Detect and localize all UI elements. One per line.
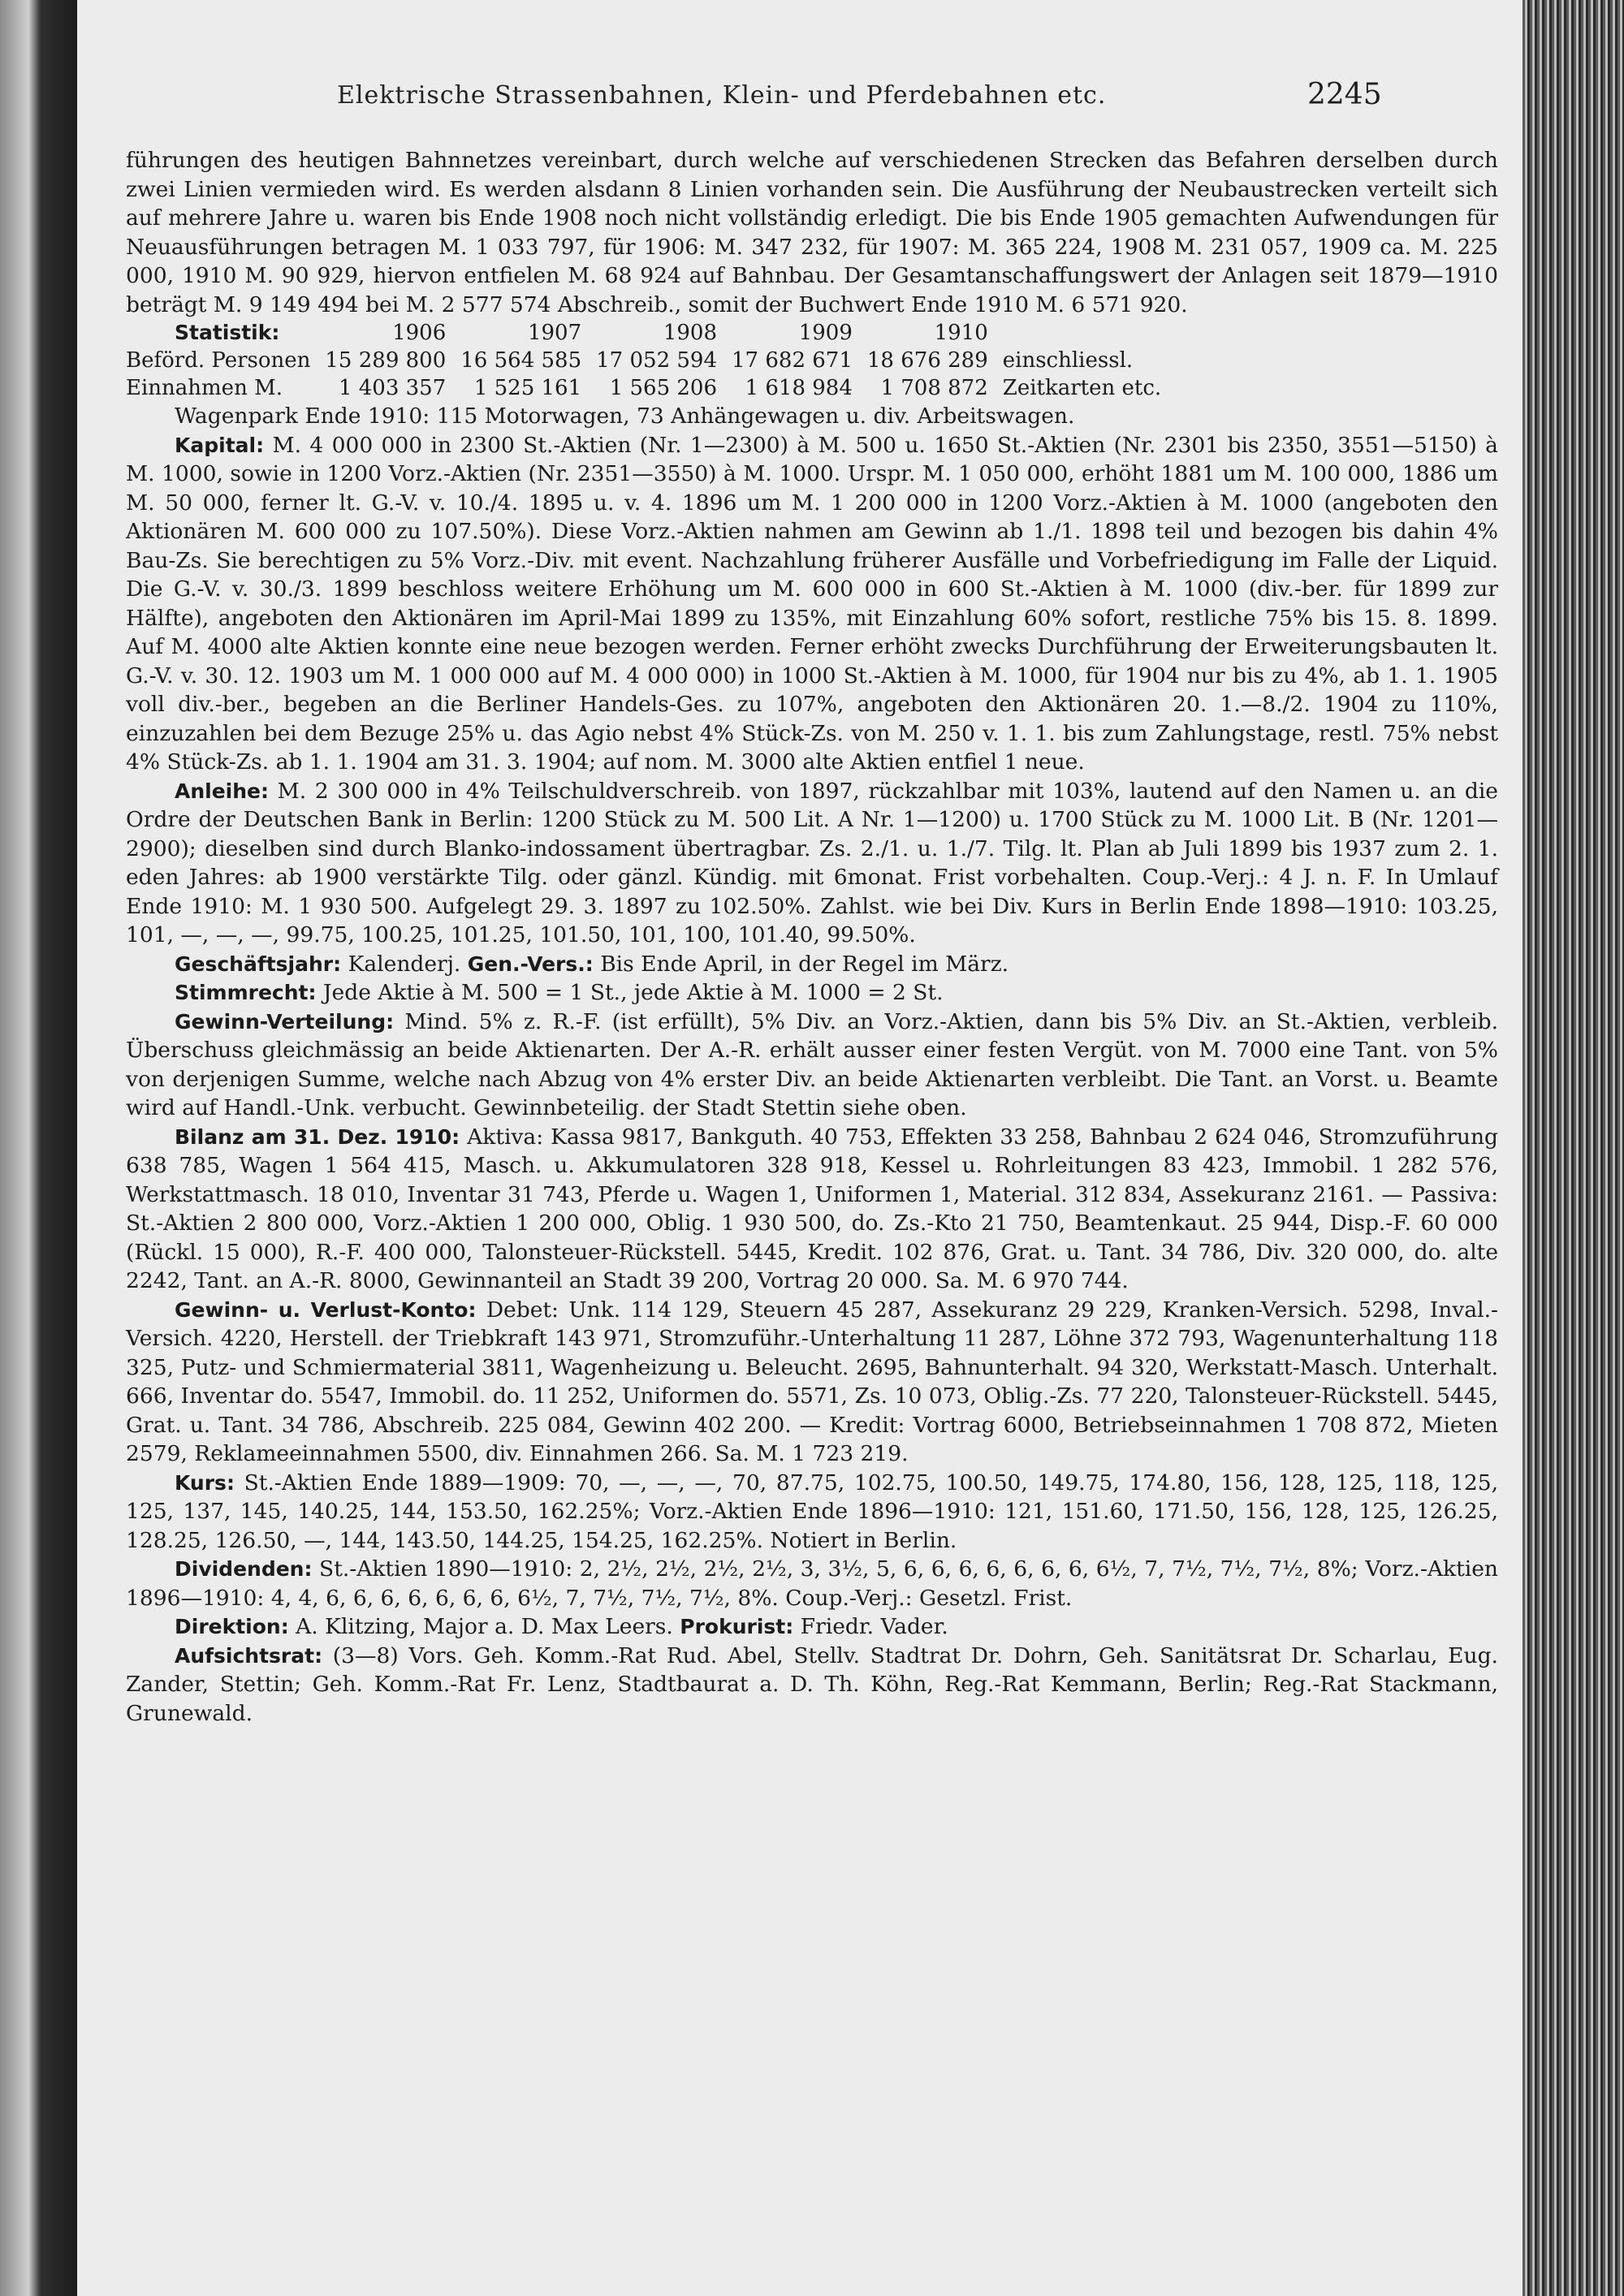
- gewinn-verlust-section: [126, 1296, 1498, 1469]
- table-cell: 1 708 872: [880, 376, 988, 400]
- section-label: Gewinn-Verteilung:: [175, 1009, 395, 1034]
- section-text: (3—8) Vors. Geh. Komm.-Rat Rud. Abel, Stellv. Stadtrat Dr. Dohrn, Geh. Sanitätsrat Dr. Scharlau, Eug. Zander, Stettin; Geh. Komm.-Rat Fr. Lenz, Stadtbaurat a. D. Th. Köhn, Reg.-Rat Kemmann, Berlin; Reg.-Rat Stackmann, Grunewald.: [126, 1642, 1498, 1726]
- section-text: Kalenderj.: [348, 951, 461, 977]
- table-cell: 16 564 585: [460, 348, 582, 373]
- section-label: Bilanz am 31. Dez. 1910:: [175, 1124, 460, 1149]
- kurs-section: [126, 1469, 1498, 1556]
- stimmrecht-section: [126, 978, 1498, 1008]
- wagenpark-line: Wagenpark Ende 1910: 115 Motorwagen, 73 Anhängewagen u. div. Arbeitswagen.: [175, 404, 1075, 429]
- row-note: Zeitkarten etc.: [1002, 376, 1162, 400]
- section-label: Dividenden:: [175, 1557, 313, 1581]
- section-text: Friedr. Vader.: [800, 1614, 948, 1639]
- intro-paragraph: führungen des heutigen Bahnnetzes vereinbart, durch welche auf verschiedenen Strecken das Befahren derselben durch zwei Linien vermieden wird. Es werden alsdann 8 Linien vorhanden sein. Die Ausführung der Neubaustrecken verteilt sich auf mehrere Jahre u. waren bis Ende 1908 noch nicht vollständig erledigt. Die bis Ende 1905 gemachten Aufwendungen für Neuausführungen betragen M. 1 033 797, für 1906: M. 347 232, für 1907: M. 365 224, 1908 M. 231 057, 1909 ca. M. 225 000, 1910 M. 90 929, hiervon entfielen M. 68 924 auf Bahnbau. Der Gesamtanschaffungswert der Anlagen seit 1879—1910 beträgt M. 9 149 494 bei M. 2 577 574 Abschreib., somit der Buchwert Ende 1910 M. 6 571 920.: [126, 148, 1498, 317]
- kapital-section: [126, 431, 1498, 777]
- section-label: Prokurist:: [680, 1615, 794, 1638]
- statistik-header-row: [126, 319, 1176, 347]
- year-cell: 1909: [798, 321, 853, 345]
- statistik-table: [126, 319, 1176, 402]
- table-cell: 15 289 800: [325, 348, 447, 373]
- section-label: Gewinn- u. Verlust-Konto:: [175, 1297, 477, 1322]
- section-label: Kurs:: [175, 1470, 235, 1495]
- year-cell: 1906: [392, 321, 447, 345]
- page-header: [77, 78, 1522, 130]
- statistik-label: Statistik:: [175, 321, 280, 344]
- section-text: Jede Aktie à M. 500 = 1 St., jede Aktie à M. 1000 = 2 St.: [322, 980, 944, 1005]
- section-label: Aufsichtsrat:: [175, 1643, 323, 1668]
- row-label: Einnahmen M.: [126, 376, 283, 400]
- table-cell: 17 052 594: [596, 348, 718, 373]
- section-text: Bis Ende April, in der Regel im März.: [600, 951, 1009, 977]
- table-row: [126, 374, 1176, 402]
- table-cell: 1 618 984: [745, 376, 853, 400]
- section-label: Anleihe:: [175, 779, 269, 803]
- dividenden-section: [126, 1555, 1498, 1612]
- anleihe-section: [126, 777, 1498, 950]
- section-text: M. 4 000 000 in 2300 St.-Aktien (Nr. 1—2300) à M. 500 u. 1650 St.-Aktien (Nr. 2301 bis 2350, 3551—5150) à M. 1000, sowie in 1200 Vorz.-Aktien (Nr. 2351—3550) à M. 1000. Urspr. M. 1 050 000, erhöht 1881 um M. 100 000, 1886 um M. 50 000, ferner lt. G.-V. v. 10./4. 1895 u. v. 4. 1896 um M. 1 200 000 in 1200 Vorz.-Aktien à M. 1000 (angeboten den Aktionären M. 600 000 zu 107.50%). Diese Vorz.-Aktien nahmen am Gewinn ab 1./1. 1898 teil und bezogen bis dahin 4% Bau-Zs. Sie berechtigen zu 5% Vorz.-Div. mit event. Nachzahlung früherer Ausfälle und Vorbefriedigung im Falle der Liquid. Die G.-V. v. 30./3. 1899 beschloss weitere Erhöhung um M. 600 000 in 600 St.-Aktien à M. 1000 (div.-ber. für 1899 zur Hälfte), angeboten den Aktionären im April-Mai 1899 zu 135%, mit Einzahlung 60% sofort, restliche 75% bis 15. 8. 1899. Auf M. 4000 alte Aktien konnte eine neue bezogen werden. Ferner erhöht zwecks Durchführung der Erweiterungsbauten lt. G.-V. v. 30. 12. 1903 um M. 1 000 000 auf M. 4 000 000) in 1000 St.-Aktien à M. 1000, für 1904 nur bis zu 4%, ab 1. 1. 1905 voll div.-ber., begeben an die Berliner Handels-Ges. zu 107%, angeboten den Aktionären 20. 1.—8./2. 1904 zu 110%, einzuzahlen bei dem Bezuge 25% u. das Agio nebst 4% Stück-Zs. von M. 250 v. 1. 1. bis zum Zahlungstage, restl. 75% nebst 4% Stück-Zs. ab 1. 1. 1904 am 31. 3. 1904; auf nom. M. 3000 alte Aktien entfiel 1 neue.: [126, 432, 1498, 775]
- table-row: [126, 347, 1176, 374]
- year-cell: 1907: [527, 321, 582, 345]
- scan-left-edge: [0, 0, 77, 2296]
- statistik-block: [126, 319, 1498, 431]
- bilanz-section: [126, 1123, 1498, 1296]
- section-label: Geschäftsjahr:: [175, 952, 342, 976]
- section-text: St.-Aktien Ende 1889—1909: 70, —, —, —, 70, 87.75, 102.75, 100.50, 149.75, 174.80, 156, 128, 125, 118, 125, 125, 137, 145, 140.25, 144, 153.50, 162.25%; Vorz.-Aktien Ende 1896—1910: 121, 151.60, 171.50, 156, 128, 125, 126.25, 128.25, 126.50, —, 144, 143.50, 144.25, 154.25, 162.25%. Notiert in Berlin.: [126, 1470, 1498, 1553]
- section-text: A. Klitzing, Major a. D. Max Leers.: [296, 1614, 673, 1639]
- section-text: Mind. 5% z. R.-F. (ist erfüllt), 5% Div. an Vorz.-Aktien, dann bis 5% Div. an St.-Aktien, verbleib. Überschuss gleichmässig an beide Aktienarten. Der A.-R. erhält ausser einer festen Vergüt. von M. 7000 eine Tant. von 5% von derjenigen Summe, welche nach Abzug von 4% erster Div. an beide Aktienarten verbleibt. Die Tant. an Vorst. u. Beamte wird auf Handl.-Unk. verbucht. Gewinnbeteilig. der Stadt Stettin siehe oben.: [126, 1008, 1498, 1120]
- year-cell: 1908: [663, 321, 718, 345]
- gewinn-verteilung-section: [126, 1008, 1498, 1123]
- row-note: einschliessl.: [1002, 348, 1134, 373]
- section-label: Kapital:: [175, 433, 265, 457]
- direktion-section: [126, 1612, 1498, 1642]
- table-cell: 1 525 161: [473, 376, 582, 400]
- section-label: Gen.-Vers.:: [467, 952, 594, 976]
- section-label: Direktion:: [175, 1615, 289, 1638]
- body-text: [126, 146, 1498, 1728]
- geschaeftsjahr-section: [126, 950, 1498, 979]
- row-label: Beförd. Personen: [126, 348, 311, 373]
- section-text: St.-Aktien 1890—1910: 2, 2½, 2½, 2½, 2½, 3, 3½, 5, 6, 6, 6, 6, 6, 6, 6, 6½, 7, 7½, 7½, 7½, 8%; Vorz.-Aktien 1896—1910: 4, 4, 6, 6, 6, 6, 6, 6, 6, 6½, 7, 7½, 7½, 7½, 8%. Coup.-Verj.: Gesetzl. Frist.: [126, 1556, 1498, 1611]
- table-cell: 1 403 357: [338, 376, 447, 400]
- table-cell: 1 565 206: [609, 376, 718, 400]
- page-number: 2245: [1307, 78, 1382, 111]
- table-cell: 18 676 289: [866, 348, 988, 373]
- section-text: Aktiva: Kassa 9817, Bankguth. 40 753, Effekten 33 258, Bahnbau 2 624 046, Stromzuführung 638 785, Wagen 1 564 415, Masch. u. Akkumulatoren 328 918, Kessel u. Rohrleitungen 83 423, Immobil. 1 282 576, Werkstattmasch. 18 010, Inventar 31 743, Pferde u. Wagen 1, Uniformen 1, Material. 312 834, Assekuranz 2161. — Passiva: St.-Aktien 2 800 000, Vorz.-Aktien 1 200 000, Oblig. 1 930 500, do. Zs.-Kto 21 750, Beamtenkaut. 25 944, Disp.-F. 60 000 (Rückl. 15 000), R.-F. 400 000, Talonsteuer-Rückstell. 5445, Kredit. 102 876, Grat. u. Tant. 34 786, Div. 320 000, do. alte 2242, Tant. an A.-R. 8000, Gewinnanteil an Stadt 39 200, Vortrag 20 000. Sa. M. 6 970 744.: [126, 1124, 1498, 1293]
- document-page: [77, 0, 1522, 2296]
- year-cell: 1910: [934, 321, 988, 345]
- running-title: Elektrische Strassenbahnen, Klein- und Pferdebahnen etc.: [337, 81, 1107, 110]
- table-cell: 17 682 671: [732, 348, 853, 373]
- section-label: Stimmrecht:: [175, 981, 317, 1004]
- section-text: Debet: Unk. 114 129, Steuern 45 287, Assekuranz 29 229, Kranken-Versich. 5298, Inval.-Versich. 4220, Herstell. der Triebkraft 143 971, Stromzuführ.-Unterhaltung 11 287, Löhne 372 793, Wagenunterhaltung 118 325, Putz- und Schmiermaterial 3811, Wagenheizung u. Beleucht. 2695, Bahnunterhalt. 94 320, Werkstatt-Masch. Unterhalt. 666, Inventar do. 5547, Immobil. do. 11 252, Uniformen do. 5571, Zs. 10 073, Oblig.-Zs. 77 220, Talonsteuer-Rückstell. 5445, Grat. u. Tant. 34 786, Abschreib. 225 084, Gewinn 402 200. — Kredit: Vortrag 6000, Betriebseinnahmen 1 708 872, Mieten 2579, Reklameeinnahmen 5500, div. Einnahmen 266. Sa. M. 1 723 219.: [126, 1297, 1498, 1466]
- book-spine-edge: [1522, 0, 1624, 2296]
- section-text: M. 2 300 000 in 4% Teilschuldverschreib. von 1897, rückzahlbar mit 103%, lautend auf den Namen u. an die Ordre der Deutschen Bank in Berlin: 1200 Stück zu M. 500 Lit. A Nr. 1—1200) u. 1700 Stück zu M. 1000 Lit. B (Nr. 1201—2900); dieselben sind durch Blanko-indossament übertragbar. Zs. 2./1. u. 1./7. Tilg. lt. Plan ab Juli 1899 bis 1937 zum 2. 1. eden Jahres: ab 1900 verstärkte Tilg. oder gänzl. Kündig. mit 6monat. Frist vorbehalten. Coup.-Verj.: 4 J. n. F. In Umlauf Ende 1910: M. 1 930 500. Aufgelegt 29. 3. 1897 zu 102.50%. Zahlst. wie bei Div. Kurs in Berlin Ende 1898—1910: 103.25, 101, —, —, —, 99.75, 100.25, 101.25, 101.50, 101, 100, 101.40, 99.50%.: [126, 778, 1498, 947]
- aufsichtsrat-section: [126, 1642, 1498, 1728]
